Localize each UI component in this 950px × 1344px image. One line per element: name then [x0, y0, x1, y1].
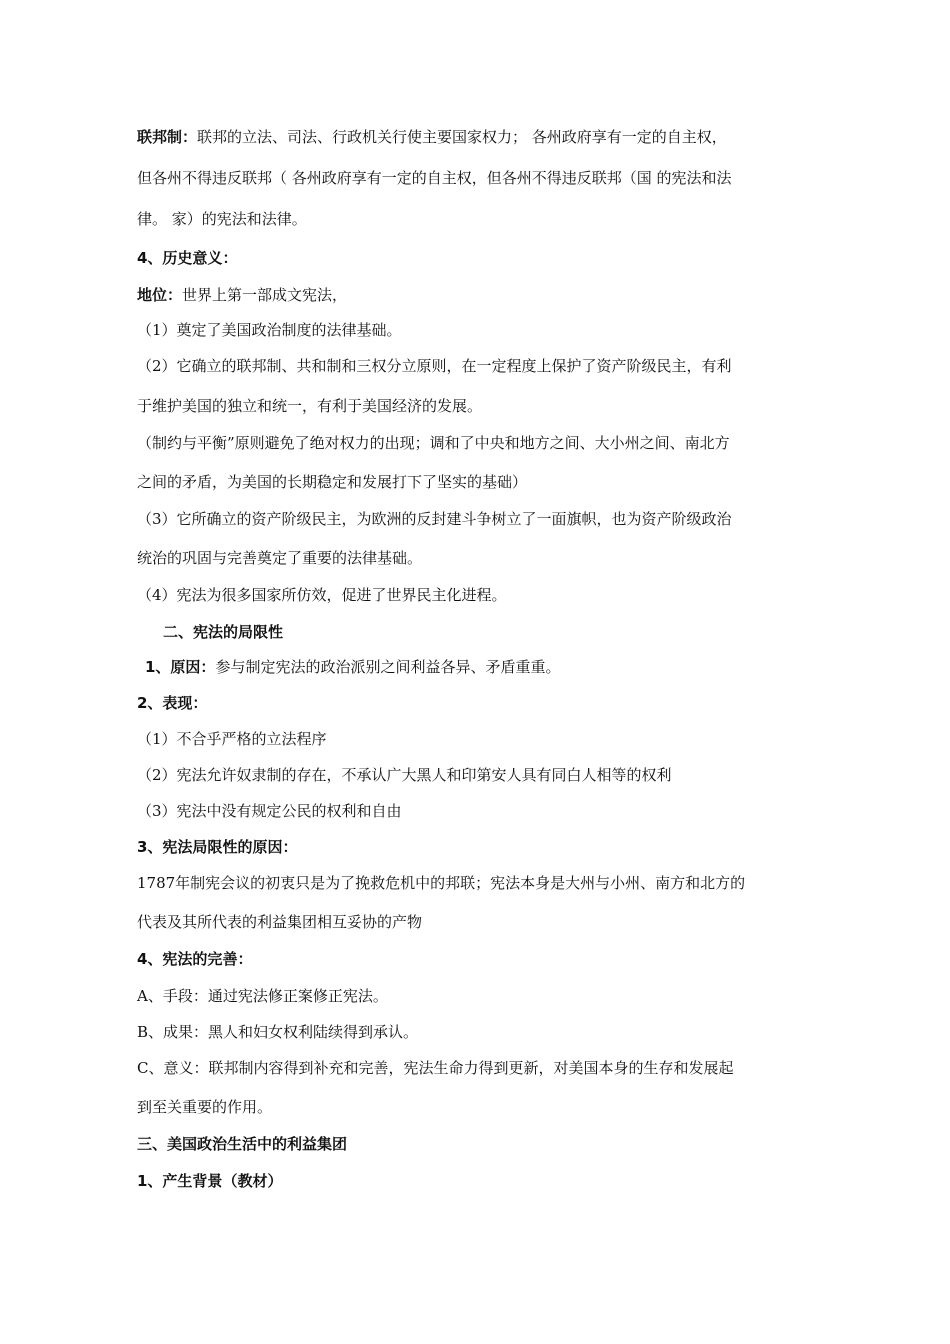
status-text: 世界上第一部成文宪法，: [182, 286, 348, 304]
heading-limitation-reasons: 3、宪法局限性的原因：: [137, 838, 298, 856]
heading-interest-groups: 三、美国政治生活中的利益集团: [137, 1135, 348, 1153]
manifestation-item-2: （2）宪法允许奴隶制的存在，不承认广大黑人和印第安人具有同白人相等的权利: [137, 766, 672, 784]
heading-manifestations: 2、表现：: [137, 694, 208, 712]
status-line: [137, 285, 347, 305]
significance-item-1: （1）奠定了美国政治制度的法律基础。: [137, 321, 402, 339]
checks-balances-line-1: （制约与平衡”原则避免了绝对权力的出现；调和了中央和地方之间、大小州之间、南北方: [137, 434, 730, 452]
cause-term: 1、原因：: [145, 658, 216, 676]
reasons-line-1: 1787年制宪会议的初衷只是为了挽救危机中的邦联；宪法本身是大州与小州、南方和北方的: [137, 874, 746, 892]
significance-item-2-line-2: 于维护美国的独立和统一，有利于美国经济的发展。: [137, 397, 483, 415]
improvement-significance-line-2: 到至关重要的作用。: [137, 1098, 273, 1116]
checks-balances-line-2: 之间的矛盾，为美国的长期稳定和发展打下了坚实的基础）: [137, 473, 528, 491]
significance-item-3-line-2: 统治的巩固与完善奠定了重要的法律基础。: [137, 549, 423, 567]
cause-line: [145, 657, 560, 677]
heading-improvement: 4、宪法的完善：: [137, 950, 253, 968]
significance-item-4: （4）宪法为很多国家所仿效，促进了世界民主化进程。: [137, 586, 507, 604]
significance-item-2-line-1: （2）它确立的联邦制、共和制和三权分立原则，在一定程度上保护了资产阶级民主，有利: [137, 357, 732, 375]
status-term: 地位：: [137, 286, 183, 304]
cause-text: 参与制定宪法的政治派别之间利益各异、矛盾重重。: [215, 658, 561, 676]
federalism-paragraph-line-2: 但各州不得违反联邦（ 各州政府享有一定的自主权，但各州不得违反联邦（国 的宪法和法: [137, 169, 732, 187]
manifestation-item-3: （3）宪法中没有规定公民的权利和自由: [137, 802, 402, 820]
improvement-results: B、成果：黑人和妇女权利陆续得到承认。: [137, 1023, 419, 1041]
federalism-paragraph-line-3: 律。 家）的宪法和法律。: [137, 210, 307, 228]
improvement-significance-line-1: C、意义：联邦制内容得到补充和完善，宪法生命力得到更新，对美国本身的生存和发展起: [137, 1059, 734, 1077]
federalism-term: 联邦制：: [137, 128, 198, 146]
improvement-means: A、手段：通过宪法修正案修正宪法。: [137, 987, 388, 1005]
federalism-paragraph-line-1: [137, 127, 727, 147]
heading-limitations: 二、宪法的局限性: [163, 623, 284, 641]
manifestation-item-1: （1）不合乎严格的立法程序: [137, 730, 327, 748]
heading-historical-significance: 4、历史意义：: [137, 249, 238, 267]
federalism-definition: 联邦的立法、司法、行政机关行使主要国家权力； 各州政府享有一定的自主权，: [197, 128, 727, 146]
heading-background: 1、产生背景（教材）: [137, 1172, 283, 1190]
reasons-line-2: 代表及其所代表的利益集团相互妥协的产物: [137, 913, 423, 931]
significance-item-3-line-1: （3）它所确立的资产阶级民主，为欧洲的反封建斗争树立了一面旗帜，也为资产阶级政治: [137, 510, 732, 528]
